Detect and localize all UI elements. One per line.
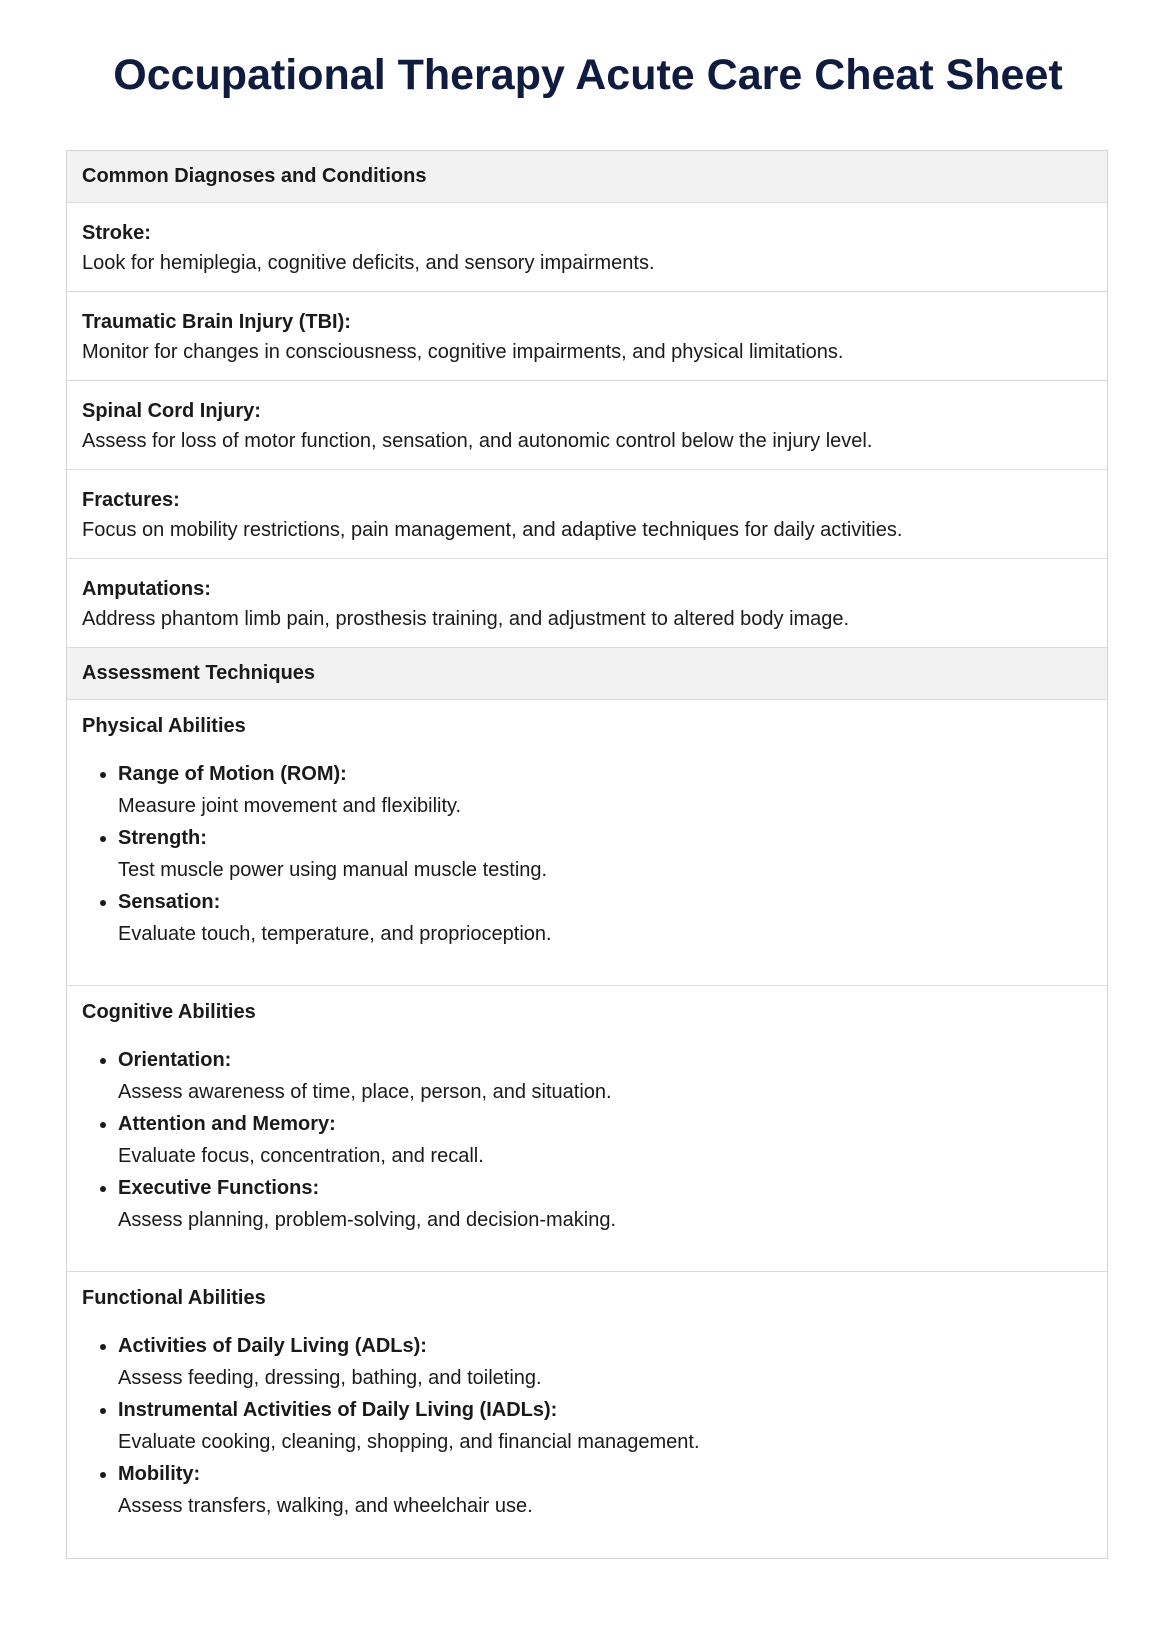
list-item <box>118 1394 1092 1458</box>
assessment-group-cognitive <box>67 986 1107 1272</box>
list-item <box>118 822 1092 886</box>
item-name: • Instrumental Activities of Daily Living (IADLs): <box>118 1399 558 1421</box>
list-item <box>118 1330 1092 1394</box>
list-item <box>118 1172 1092 1236</box>
item-description: Evaluate touch, temperature, and proprioception. <box>118 923 552 945</box>
item-name: • Executive Functions: <box>118 1177 320 1199</box>
list-item <box>118 1044 1092 1108</box>
item-description: Assess planning, problem-solving, and decision-making. <box>118 1209 617 1231</box>
assessment-list <box>82 1330 1092 1522</box>
diagnosis-row <box>67 292 1107 381</box>
diagnosis-row <box>67 470 1107 559</box>
diagnosis-name: Stroke: <box>82 222 151 244</box>
item-description: Assess feeding, dressing, bathing, and toileting. <box>118 1367 542 1389</box>
section-header-diagnoses: Common Diagnoses and Conditions <box>67 151 1107 203</box>
assessment-list <box>82 758 1092 950</box>
list-item <box>118 886 1092 950</box>
diagnosis-description: Focus on mobility restrictions, pain management, and adaptive techniques for daily activities. <box>82 519 903 541</box>
group-title: Functional Abilities <box>82 1287 266 1309</box>
item-description: Measure joint movement and flexibility. <box>118 795 462 817</box>
assessment-list <box>82 1044 1092 1236</box>
item-name: • Orientation: <box>118 1049 232 1071</box>
diagnosis-name: Spinal Cord Injury: <box>82 400 261 422</box>
diagnosis-row <box>67 559 1107 648</box>
diagnosis-row <box>67 203 1107 292</box>
item-name: • Strength: <box>118 827 207 849</box>
item-description: Evaluate cooking, cleaning, shopping, and financial management. <box>118 1431 700 1453</box>
diagnosis-name: Traumatic Brain Injury (TBI): <box>82 311 351 333</box>
page-title: Occupational Therapy Acute Care Cheat Sheet <box>113 51 1063 99</box>
diagnosis-name: Amputations: <box>82 578 211 600</box>
item-description: Test muscle power using manual muscle testing. <box>118 859 548 881</box>
assessment-group-physical <box>67 700 1107 986</box>
diagnosis-description: Address phantom limb pain, prosthesis training, and adjustment to altered body image. <box>82 608 850 630</box>
list-item <box>118 1458 1092 1522</box>
item-description: Evaluate focus, concentration, and recall. <box>118 1145 484 1167</box>
item-name: • Activities of Daily Living (ADLs): <box>118 1335 427 1357</box>
assessment-group-functional <box>67 1272 1107 1558</box>
diagnosis-description: Assess for loss of motor function, sensation, and autonomic control below the injury level. <box>82 430 873 452</box>
diagnosis-name: Fractures: <box>82 489 180 511</box>
group-title: Physical Abilities <box>82 715 246 737</box>
item-name: • Attention and Memory: <box>118 1113 336 1135</box>
item-description: Assess awareness of time, place, person, and situation. <box>118 1081 612 1103</box>
item-name: • Range of Motion (ROM): <box>118 763 347 785</box>
cheat-sheet-table <box>66 150 1108 1559</box>
section-header-assessment: Assessment Techniques <box>67 648 1107 700</box>
diagnosis-row <box>67 381 1107 470</box>
item-name: • Sensation: <box>118 891 221 913</box>
list-item <box>118 758 1092 822</box>
diagnosis-description: Monitor for changes in consciousness, cognitive impairments, and physical limitations. <box>82 341 844 363</box>
item-description: Assess transfers, walking, and wheelchair use. <box>118 1495 533 1517</box>
list-item <box>118 1108 1092 1172</box>
group-title: Cognitive Abilities <box>82 1001 256 1023</box>
item-name: • Mobility: <box>118 1463 201 1485</box>
diagnosis-description: Look for hemiplegia, cognitive deficits, and sensory impairments. <box>82 252 655 274</box>
